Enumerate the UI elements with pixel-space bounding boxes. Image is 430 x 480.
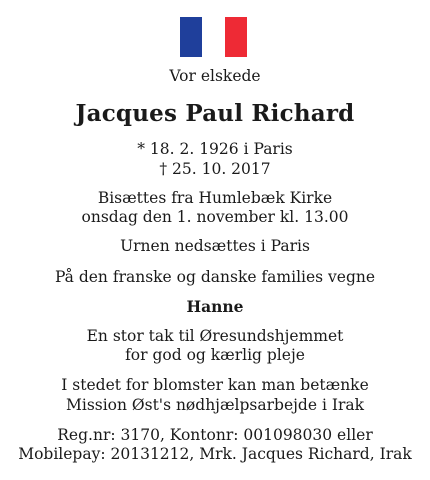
service-line-2: onsdag den 1. november kl. 13.00 bbox=[81, 208, 349, 226]
urn-text: Urnen nedsættes i Paris bbox=[120, 237, 310, 255]
birth-date: 18. 2. 1926 i Paris bbox=[149, 140, 293, 158]
thanks-line-1: En stor tak til Øresundshjemmet bbox=[86, 327, 344, 345]
flag-stripe-red bbox=[225, 17, 247, 57]
signature-name: Hanne bbox=[186, 297, 244, 316]
flag-stripe-blue bbox=[180, 17, 202, 57]
french-flag-icon bbox=[180, 17, 247, 57]
death-cross-icon: † bbox=[159, 160, 168, 178]
thanks-line-2: for god og kærlig pleje bbox=[125, 346, 305, 364]
death-date: 25. 10. 2017 bbox=[172, 160, 271, 178]
account-line-1: Reg.nr: 3170, Kontonr: 001098030 eller bbox=[57, 426, 373, 444]
donation-line-2: Mission Øst's nødhjælpsarbejde i Irak bbox=[65, 396, 365, 414]
service-line-1: Bisættes fra Humlebæk Kirke bbox=[97, 189, 333, 207]
birth-line bbox=[0, 140, 430, 159]
deceased-name: Jacques Paul Richard bbox=[75, 100, 355, 127]
donation-line-1: I stedet for blomster kan man betænke bbox=[61, 376, 369, 394]
flag-stripe-white bbox=[202, 17, 224, 57]
birth-star-icon: * bbox=[137, 140, 145, 158]
account-line-2: Mobilepay: 20131212, Mrk. Jacques Richard, Irak bbox=[18, 445, 412, 463]
intro-text: Vor elskede bbox=[169, 67, 261, 85]
death-line bbox=[0, 160, 430, 179]
families-text: På den franske og danske families vegne bbox=[54, 268, 376, 286]
